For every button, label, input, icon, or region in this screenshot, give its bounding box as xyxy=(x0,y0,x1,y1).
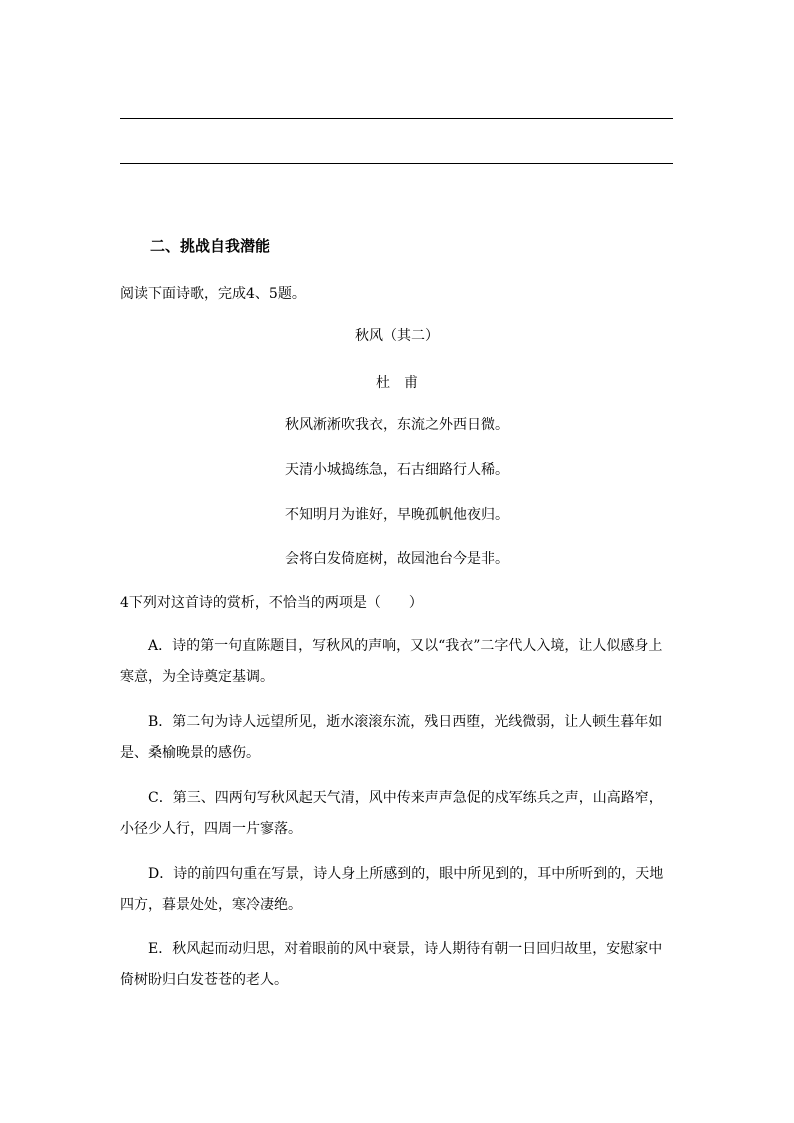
poem-line: 天清小城捣练急，石古细路行人稀。 xyxy=(285,462,509,478)
poem-line: 不知明月为谁好，早晚孤帆他夜归。 xyxy=(285,507,509,523)
option-d xyxy=(120,859,675,921)
option-c-text: C．第三、四两句写秋风起天气清，风中传来声声急促的戍军练兵之声，山高路窄，小径少人行，四周一片寥落。 xyxy=(120,790,663,837)
option-e-text: E．秋风起而动归思，对着眼前的风中衰景，诗人期待有朝一日回归故里，安慰家中倚树盼归白发苍苍的老人。 xyxy=(120,941,663,988)
option-d-text: D．诗的前四句重在写景，诗人身上所感到的，眼中所见到的，耳中所听到的，天地四方，暮景处处，寒冷凄绝。 xyxy=(120,866,664,913)
poem-author: 杜 甫 xyxy=(376,375,418,391)
option-b-text: B．第二句为诗人远望所见，逝水滚滚东流，残日西堕，光线微弱，让人顿生暮年如是、桑榆晚景的感伤。 xyxy=(120,714,663,761)
poem-line: 秋风淅淅吹我衣，东流之外西日微。 xyxy=(285,417,509,433)
section-title: 二、挑战自我潜能 xyxy=(150,237,271,255)
reading-instruction: 阅读下面诗歌，完成4、5题。 xyxy=(120,286,306,302)
option-b xyxy=(120,707,675,769)
question-stem: 4下列对这首诗的赏析，不恰当的两项是（ ） xyxy=(120,595,423,611)
poem-line: 会将白发倚庭树，故园池台今是非。 xyxy=(285,551,509,567)
answer-line-1 xyxy=(120,118,673,119)
option-a xyxy=(120,631,675,693)
poem-title: 秋风（其二） xyxy=(355,328,439,344)
option-a-text: A．诗的第一句直陈题目，写秋风的声响，又以“我衣”二字代人入境，让人似感身上寒意，为全诗奠定基调。 xyxy=(120,638,663,685)
option-c xyxy=(120,783,675,845)
option-e xyxy=(120,934,675,996)
answer-line-2 xyxy=(120,163,673,164)
